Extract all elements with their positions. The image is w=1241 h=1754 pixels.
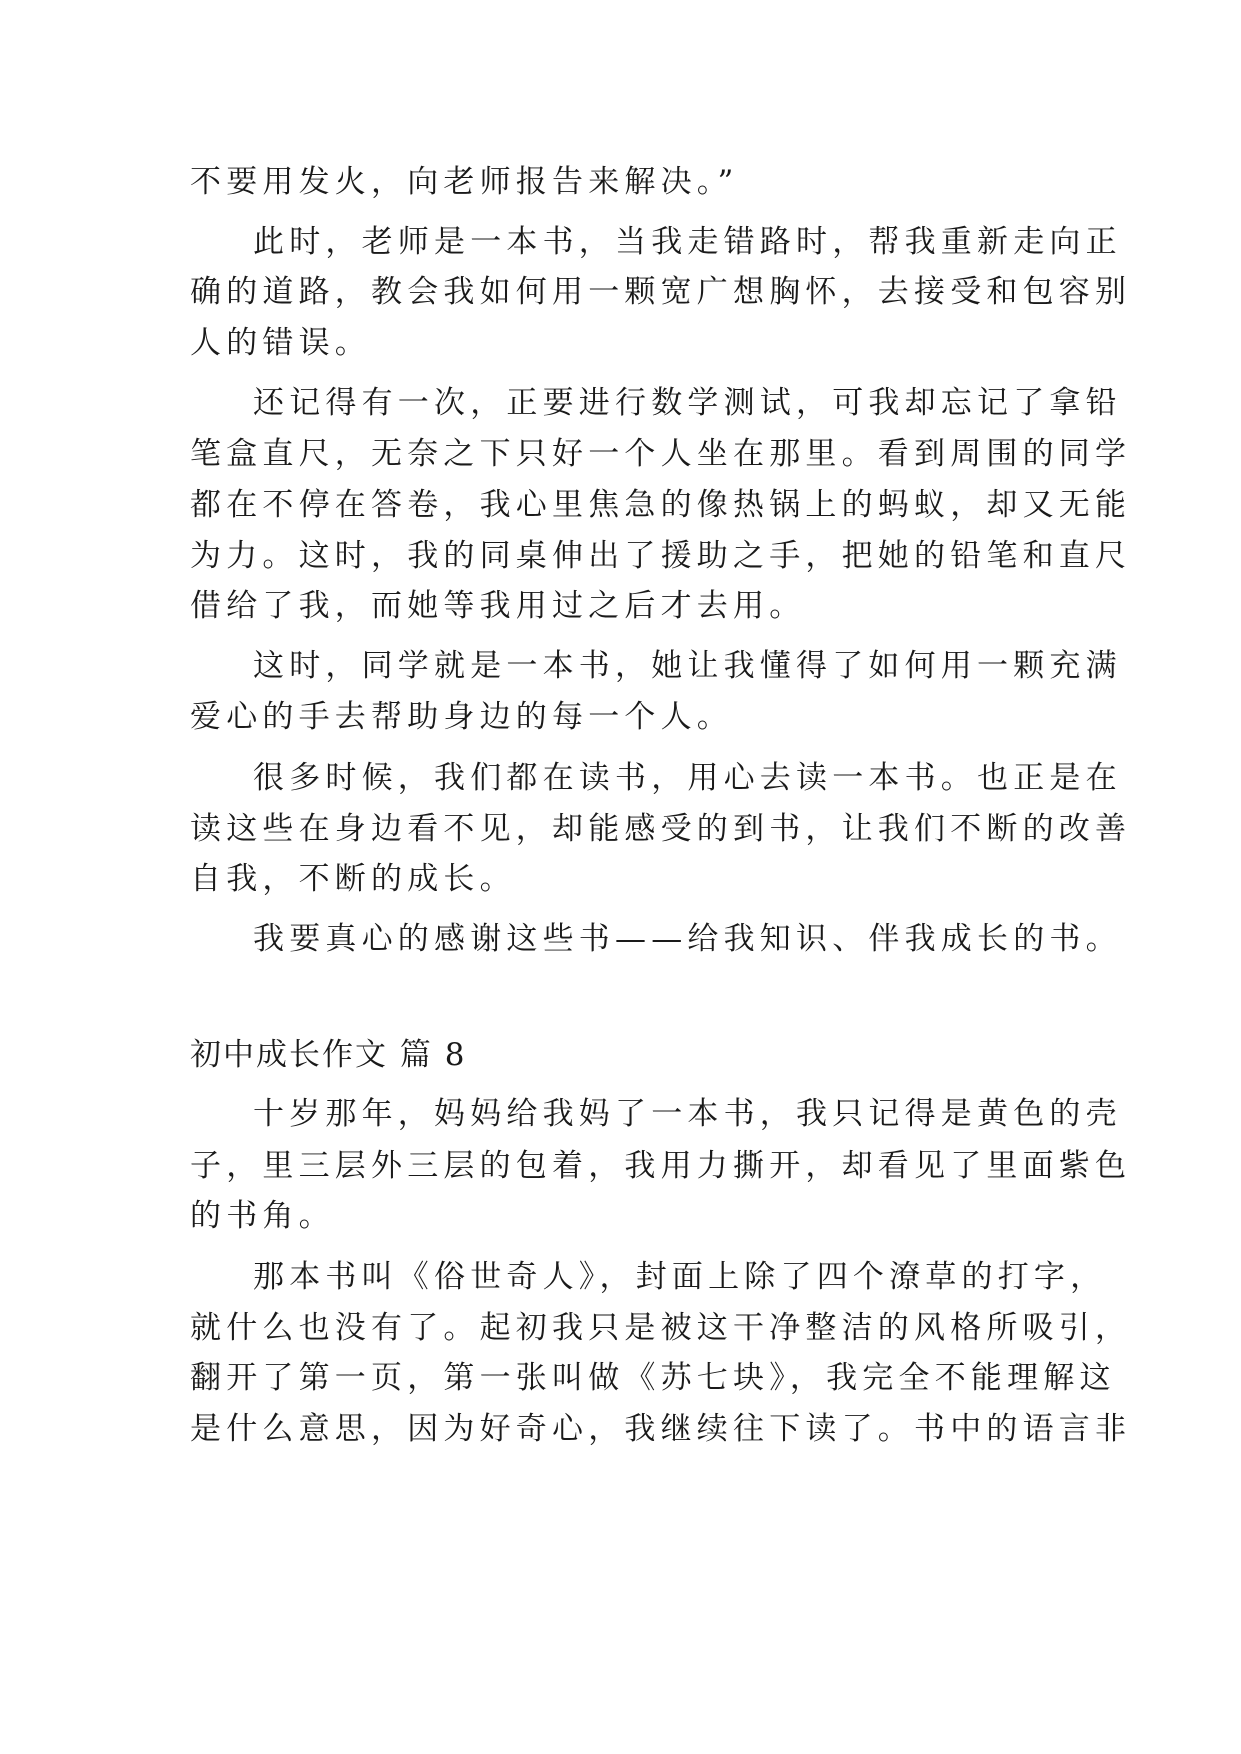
section-heading: 初中成长作文 篇 8 <box>190 1037 467 1073</box>
paragraph-start-line: 此时，老师是一本书，当我走错路时，帮我重新走向正 <box>253 224 1122 260</box>
paragraph-start-line: 这时，同学就是一本书，她让我懂得了如何用一颗充满 <box>253 648 1122 684</box>
text-line: 不要用发火，向老师报告来解决。” <box>190 164 739 200</box>
text-line: 人的错误。 <box>190 325 371 361</box>
text-line: 爱心的手去帮助身边的每一个人。 <box>190 699 733 735</box>
text-line: 为力。这时，我的同桌伸出了援助之手，把她的铅笔和直尺 <box>190 538 1132 574</box>
text-line: 读这些在身边看不见，却能感受的到书，让我们不断的改善 <box>190 811 1132 847</box>
text-line: 都在不停在答卷，我心里焦急的像热锅上的蚂蚁，却又无能 <box>190 487 1132 523</box>
text-line: 笔盒直尺，无奈之下只好一个人坐在那里。看到周围的同学 <box>190 436 1132 472</box>
text-line: 自我，不断的成长。 <box>190 861 516 897</box>
text-line: 是什么意思，因为好奇心，我继续往下读了。书中的语言非 <box>190 1411 1132 1447</box>
paragraph-start-line: 很多时候，我们都在读书，用心去读一本书。也正是在 <box>253 760 1122 796</box>
text-line: 翻开了第一页，第一张叫做《苏七块》，我完全不能理解这 <box>190 1360 1116 1396</box>
paragraph-start-line: 那本书叫《俗世奇人》，封面上除了四个潦草的打字， <box>253 1259 1107 1295</box>
paragraph-start-line: 十岁那年，妈妈给我妈了一本书，我只记得是黄色的壳 <box>253 1096 1122 1132</box>
closing-line: 我要真心的感谢这些书——给我知识、伴我成长的书。 <box>253 921 1122 957</box>
text-line: 确的道路，教会我如何用一颗宽广想胸怀，去接受和包容别 <box>190 274 1132 310</box>
text-line: 借给了我，而她等我用过之后才去用。 <box>190 588 806 624</box>
text-line: 子，里三层外三层的包着，我用力撕开，却看见了里面紫色 <box>190 1148 1132 1184</box>
text-line: 就什么也没有了。起初我只是被这干净整洁的风格所吸引， <box>190 1310 1132 1346</box>
paragraph-start-line: 还记得有一次，正要进行数学测试，可我却忘记了拿铅 <box>253 385 1122 421</box>
text-line: 的书角。 <box>190 1198 335 1234</box>
